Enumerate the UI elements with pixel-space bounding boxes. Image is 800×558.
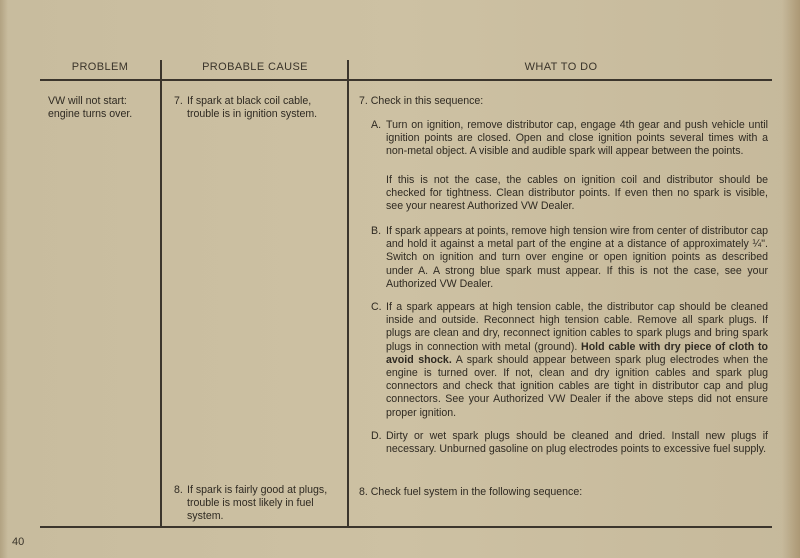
todo-7c-text xyxy=(386,301,768,420)
todo-7c-text-after: A spark should appear between spark plug electrodes when the engine is turned over. If not, clean and dry ignition cables and spark plug connectors and check that ignition cables are tight in distributor cap and plug connectors. See your Authorized VW Dealer if the above steps did not ensure proper ignition. xyxy=(386,353,768,419)
column-divider-2 xyxy=(347,60,349,526)
cause-7-text: If spark at black coil cable, trouble is in ignition system. xyxy=(187,95,318,121)
todo-7c-label: C. xyxy=(371,301,382,313)
todo-7d-text: Dirty or wet spark plugs should be cleaned and dried. Install new plugs if necessary. Unburned gasoline on plug electrodes points to excessive fuel supply. xyxy=(386,430,768,456)
header-what-to-do: WHAT TO DO xyxy=(524,61,598,73)
problem-text: VW will not start: engine turns over. xyxy=(48,95,133,121)
cause-7-number: 7. xyxy=(174,95,183,107)
column-divider-1 xyxy=(160,60,162,526)
todo-8-intro: 8. Check fuel system in the following sequence: xyxy=(359,486,583,498)
cause-8-text: If spark is fairly good at plugs, trouble is most likely in fuel system. xyxy=(187,484,328,523)
cause-8-number: 8. xyxy=(174,484,183,496)
header-problem: PROBLEM xyxy=(71,61,129,73)
todo-7a-paragraph-2: If this is not the case, the cables on ignition coil and distributor should be checked for tightness. Clean distributor points. If even then no spark is visible, see your nearest Authorized VW Dealer. xyxy=(386,174,768,213)
todo-7b-label: B. xyxy=(371,225,382,237)
todo-7a-paragraph-1: Turn on ignition, remove distributor cap, engage 4th gear and push vehicle until ignition points are closed. Open and close ignition points several times with a non-metal object. A visible and audible spark will appear between the points. xyxy=(386,119,768,158)
header-rule xyxy=(40,79,772,81)
todo-7c-warning: Hold cable with dry piece of cloth to avoid shock. xyxy=(386,340,768,366)
todo-7a-label: A. xyxy=(371,119,382,131)
todo-7d-label: D. xyxy=(371,430,382,442)
todo-7-intro: 7. Check in this sequence: xyxy=(359,95,484,107)
header-probable-cause: PROBABLE CAUSE xyxy=(202,61,308,73)
page-right-shadow xyxy=(782,0,800,558)
todo-7c-text-before: If a spark appears at high tension cable, the distributor cap should be cleaned inside and outside. Reconnect high tension cable. Remove all spark plugs. If plugs are clean and dry, reconnect ignition cables to spark plugs and bring spark plugs in connection with metal (ground). xyxy=(386,301,768,353)
todo-7b-text: If spark appears at points, remove high tension wire from center of distributor cap and hold it against a metal part of the engine at a distance of approximately ¼". Switch on ignition and turn over engine or open ignition points as described under A. A strong blue spark must appear. If this is not the case, see your Authorized VW Dealer. xyxy=(386,225,768,290)
bottom-rule xyxy=(40,526,772,528)
page-left-shadow xyxy=(0,0,8,558)
page-number: 40 xyxy=(12,536,25,548)
